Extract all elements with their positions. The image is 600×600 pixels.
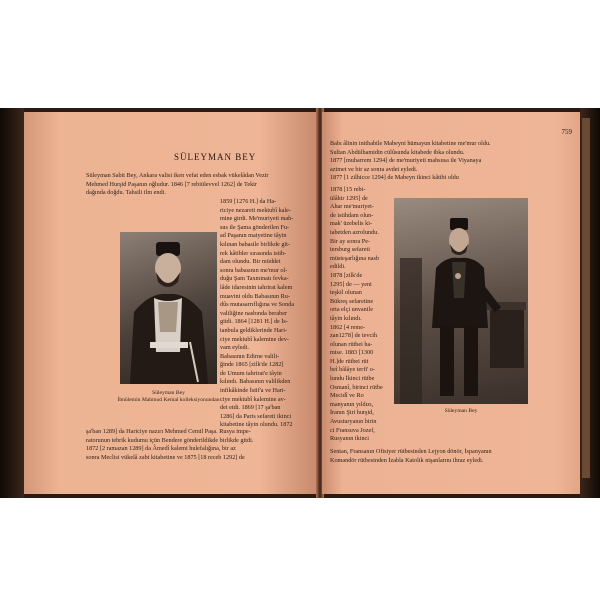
text-line: ciye mektubî kalemine av- [220, 395, 286, 403]
page-heading: SÜLEYMAN BEY [174, 152, 257, 162]
text-line: azimet ve bir az sonra avdet eyledi. [330, 165, 418, 173]
text-line: tersburg sefareti [330, 246, 370, 254]
text-line: Osmanî, birinci rütbe [330, 383, 383, 391]
open-book [0, 108, 600, 498]
text-line: Sentan, Fransanın Ofisiyer rütbesinden Lejyon dönör, İspanyanın [330, 448, 492, 455]
left-page [24, 112, 318, 494]
text-line: 1877 [muharrem 1294] de me'muriyeti mahsusa ile Viyanaya [330, 157, 482, 165]
text-line: tanbula geldiklerinde Hari- [220, 326, 288, 334]
text-line: Rusyanın ikinci [330, 435, 370, 443]
standing-figure [394, 198, 528, 404]
text-line: ğinde 1865 [zilk'de 1282] [220, 361, 284, 369]
text-line: Mecidî ve Ro [330, 392, 364, 400]
text-line: 1872 [2 ramazan 1289] da Âmedî kalemi hulefalığına, bir az [86, 445, 236, 453]
text-line: orta elçi unvanile [330, 306, 373, 314]
text-line: Mehmed Hurşid Paşanın oğludur. 1846 [7 rebiülevvel 1262] de Tekir [86, 180, 257, 188]
text-line: Süleyman Sabit Bey, Ankara valisi iken vefat eden esbak vükelâdan Vezir [86, 172, 269, 179]
text-line: Babasının Edirne valili- [220, 352, 280, 360]
text-line: ciye mektubî kalemine dev- [220, 335, 289, 343]
text-line: infikâkinde İstif'a ve Hari- [220, 387, 286, 395]
text-line: mak' üzebelis ki- [330, 220, 373, 228]
text-line: H.]de rütbei rüt [330, 357, 369, 365]
text-line: Bir ay sonra Pe- [330, 237, 371, 245]
text-line: tâyin kılındı. [330, 314, 362, 322]
text-line: olunan rütbei ha- [330, 340, 373, 348]
text-line: de istihdam olun- [330, 211, 374, 219]
text-line: İranın Şiri hurşid, [330, 409, 374, 417]
intro-paragraph [86, 172, 314, 198]
text-line: ülâhir 1295] de [330, 194, 368, 202]
text-line: mise. 1883 [1300 [330, 349, 374, 357]
text-line: lundu İkinci rütbe [330, 375, 375, 383]
text-line: ratorunun tebrik kudumu içün Bendere gönderildikde birlikde gitdi. [86, 436, 254, 444]
text-line: rek kâtibler sırasında istih- [220, 249, 287, 257]
text-line: kitabetine tâyin olundu. 1872 [220, 421, 293, 429]
text-line: şa'ban 1289] da Hariciye nazırı Mehmed Cemil Paşa. Rusya impe- [86, 428, 251, 435]
text-line: edildi. [330, 263, 346, 271]
text-line: Komandör rütbesinden İzabla Katolik nişanlarını ihraz eyledi. [330, 456, 484, 464]
text-line: Ahar me'muriyet- [330, 203, 374, 211]
text-line: zan1278] de tevcih [330, 332, 378, 340]
text-line: ci Fransuva Jozef, [330, 426, 375, 434]
text-line: 1295] de — yeni [330, 280, 372, 288]
portrait-figure [120, 232, 217, 384]
text-line: valiliğine nasbında beraber [220, 309, 288, 317]
text-line: müsteşarlığına nasb [330, 254, 379, 262]
text-line: Sultan Abdülhamidin cülûsunda kitabede ibka olundu. [330, 148, 465, 156]
photo-caption: Süleyman Bey [444, 408, 478, 414]
text-line: sonra babasının me'mur ol- [220, 266, 288, 274]
portrait-photo [394, 198, 528, 404]
photo-caption: Süleyman Bey [152, 390, 185, 396]
text-line: Avusturyanın birin [330, 418, 377, 426]
side-column-text [330, 186, 392, 444]
text-line: tabetden azrolundu. [330, 228, 379, 236]
text-line: ad Paşanın maiyetine tâyin [220, 232, 287, 240]
text-line: beî bâlâye terfi' o- [330, 366, 375, 374]
portrait-photo [120, 232, 217, 384]
book-cover-right [580, 108, 600, 498]
text-line: 1878 [zilk'de [330, 271, 363, 279]
text-line: muavini oldu Babasının Ru- [220, 292, 290, 300]
text-line: riciye nezareti mektubî kale- [220, 206, 291, 214]
text-line: dam olundu. Bir müddet [220, 258, 281, 266]
text-line: Bükreş sefaretine [330, 297, 374, 305]
text-line: de Umum tahrirat'e tâyin [220, 369, 282, 377]
book-cover-left [0, 108, 24, 498]
text-line: kılındı. Babasının valilikden [220, 378, 291, 386]
text-line: sonra Meclisi vükelâ zabt kitabetine ve 1875 [18 receb 1292] de [86, 453, 245, 461]
text-line: 1862 [4 reme- [330, 323, 366, 331]
text-line: sus ile Şama gönderilen Fu- [220, 223, 290, 231]
text-line: 1859 [1276 H.] da Ha- [220, 198, 277, 205]
text-line: teşkil olunan [330, 289, 362, 297]
text-line: 1878 [15 rebi- [330, 186, 366, 193]
bottom-paragraph [330, 448, 570, 465]
text-line: duğu Şam Taxminatı fevka- [220, 275, 289, 283]
page-number: 759 [561, 128, 572, 136]
bottom-paragraph [86, 428, 314, 462]
text-line: vam eyledi. [220, 344, 249, 352]
text-line: 1286] da Paris sefareti ikinci [220, 412, 292, 420]
side-column-text [220, 198, 314, 430]
text-line: lâde idaresinin tahrirat kalem [220, 283, 293, 291]
text-line: 1877 [1 zilhicce 1294] de Mabeyn ikinci kâtibi oldu [330, 174, 459, 182]
text-line: manyanın yıldızı, [330, 400, 374, 408]
text-line: kılınan babasile birlikde git- [220, 240, 290, 248]
text-line: dağında doğdu. Tahsili ilm endi. [86, 189, 166, 197]
text-line: dûs mutasarrıflığına ve Sonda [220, 301, 295, 309]
top-paragraph [330, 140, 570, 183]
text-line: Babı âlinin inithabile Mabeyni hümayun kitabetine me'mur oldu. [330, 140, 491, 147]
text-line: det etdi. 1869 [17 şa'ban [220, 404, 281, 412]
text-line: mine girdi. Me'muriyeti mah- [220, 215, 294, 223]
text-line: gitdi. 1864 [1281 H.] de İs- [220, 318, 288, 326]
photo-credit: İbnülemin Mahmud Kemal kolleksiyonundan [117, 397, 220, 403]
right-page [322, 112, 580, 494]
